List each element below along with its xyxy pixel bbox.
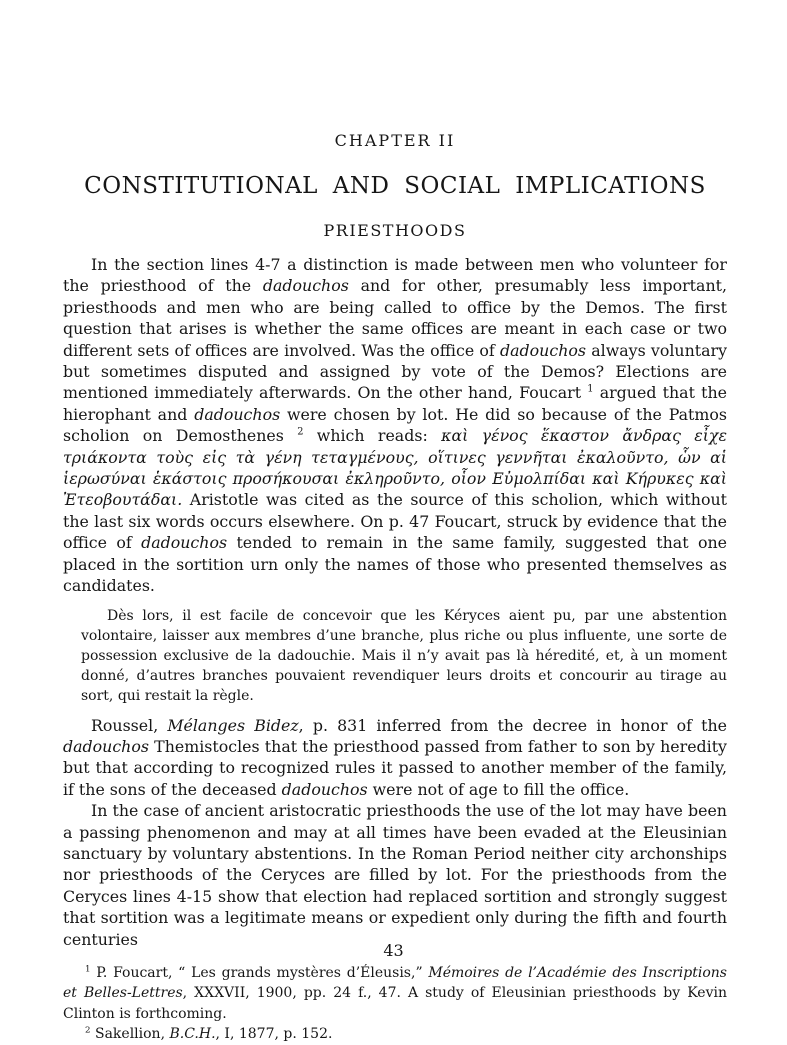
text-run: were chosen by lot. He did so because of the Patmos scholion on Demosthenes [63, 404, 727, 446]
text-run: Sakellion, [90, 1026, 170, 1043]
text-run: tended to remain in the same family, suggested that one placed in the sortition urn only the names of those who presented themselves as candidates. [63, 533, 727, 596]
text-run: were not of age to fill the office. [367, 779, 630, 799]
text-run: , p. 831 inferred from the decree in honor of the [298, 715, 727, 735]
text-run: dadouchos [194, 404, 281, 424]
text-run: dadouchos [500, 340, 586, 360]
text-run: , XXXVII, 1900, pp. 24 f., 47. A study of Eleusinian priesthoods by Kevin Clinton is forthcoming. [63, 985, 727, 1022]
text-run: , I, 1877, p. 152. [215, 1026, 333, 1043]
text-run: which reads: [303, 426, 442, 446]
text-run: In the section lines 4-7 a distinction is made between men who volunteer for the priesthood of the [63, 255, 727, 296]
footnotes [63, 963, 727, 1045]
text-run: dadouchos [281, 779, 368, 799]
footnote-marker: 1 [85, 964, 91, 975]
footnote-marker: 2 [297, 426, 304, 438]
footnote-marker: 1 [587, 384, 594, 396]
text-run: In the case of ancient aristocratic priesthoods the use of the lot may have been a passing phenomenon and may at all times have been evaded at the Eleusinian sanctuary by voluntary abstentions. In the Roman Period neither city archonships nor priesthoods of the Ceryces are filled by lot. For the priesthoods from the Ceryces lines 4-15 show that election had replaced sortition and strongly suggest that sortition was a legitimate means or expedient only during the fifth and fourth centuries [63, 801, 727, 949]
block-quote-french [81, 606, 727, 706]
footnote-1 [63, 963, 727, 1025]
text-run: B.C.H. [169, 1026, 216, 1043]
text-run: Mélanges Bidez [167, 715, 299, 735]
paragraph-2 [63, 715, 727, 801]
text-run: P. Foucart, “ Les grands mystères d’Éleusis,” [90, 964, 429, 981]
text-run: Mémoires de l’Académie des Inscriptions et Belles-Lettres [63, 964, 727, 1002]
text-run: argued that the hierophant and [63, 383, 727, 424]
text-run: dadouchos [262, 276, 349, 296]
footnote-marker: 2 [85, 1025, 91, 1036]
text-run: dadouchos [63, 736, 149, 756]
chapter-heading: CHAPTER II [334, 131, 456, 150]
footnote-2 [63, 1024, 727, 1045]
body-text [63, 254, 727, 950]
paragraph-3 [63, 800, 727, 950]
text-run: Themistocles that the priesthood passed from father to son by heredity but that according to recognized rules it passed to another member of the family, if the sons of the deceased [63, 736, 727, 799]
greek-text-run: καὶ γένος ἕκαστον ἄνδρας εἶχε τριάκοντα τοὺς εἰς τὰ γένη τεταγμένους, οἵτινες γεννῆται ἐκαλοῦντο, ὧν αἱ ἱερωσύναι ἑκάστοις προσήκουσαι ἐκληροῦντο, οἷον Εὐμολπίδαι καὶ Κήρυκες καὶ Ἐτεοβουτάδαι. [63, 426, 727, 510]
text-run: Aristotle was cited as the source of this scholion, which without the last six words occurs elsewhere. On p. 47 Foucart, struck by evidence that the office of [63, 490, 727, 553]
paragraph-1 [63, 254, 727, 597]
text-run: always voluntary but sometimes disputed and assigned by vote of the Demos? Elections are mentioned immediately afterwards. On the other hand, Foucart [63, 340, 727, 403]
text-run: and for other, presumably less important, priesthoods and men who are being called to office by the Demos. The first question that arises is whether the same offices are meant in each case or two different sets of offices are involved. Was the office of [63, 276, 727, 360]
text-run: Roussel, [91, 715, 168, 735]
text-run: Dès lors, il est facile de concevoir que les Kéryces aient pu, par une abstention volontaire, laisser aux membres d’une branche, plus riche ou plus influente, une sorte de possession exclusive de la dadouchie. Mais il n’y avait pas là héredité, et, à un moment donné, d’autres branches pouvaient revendiquer leurs droits et concourir au tirage au sort, qui restait la règle. [81, 607, 727, 704]
main-title: CONSTITUTIONAL AND SOCIAL IMPLICATIONS [84, 173, 706, 199]
page-number: 43 [383, 941, 404, 960]
section-subtitle: PRIESTHOODS [323, 221, 467, 240]
text-run: dadouchos [141, 533, 228, 553]
